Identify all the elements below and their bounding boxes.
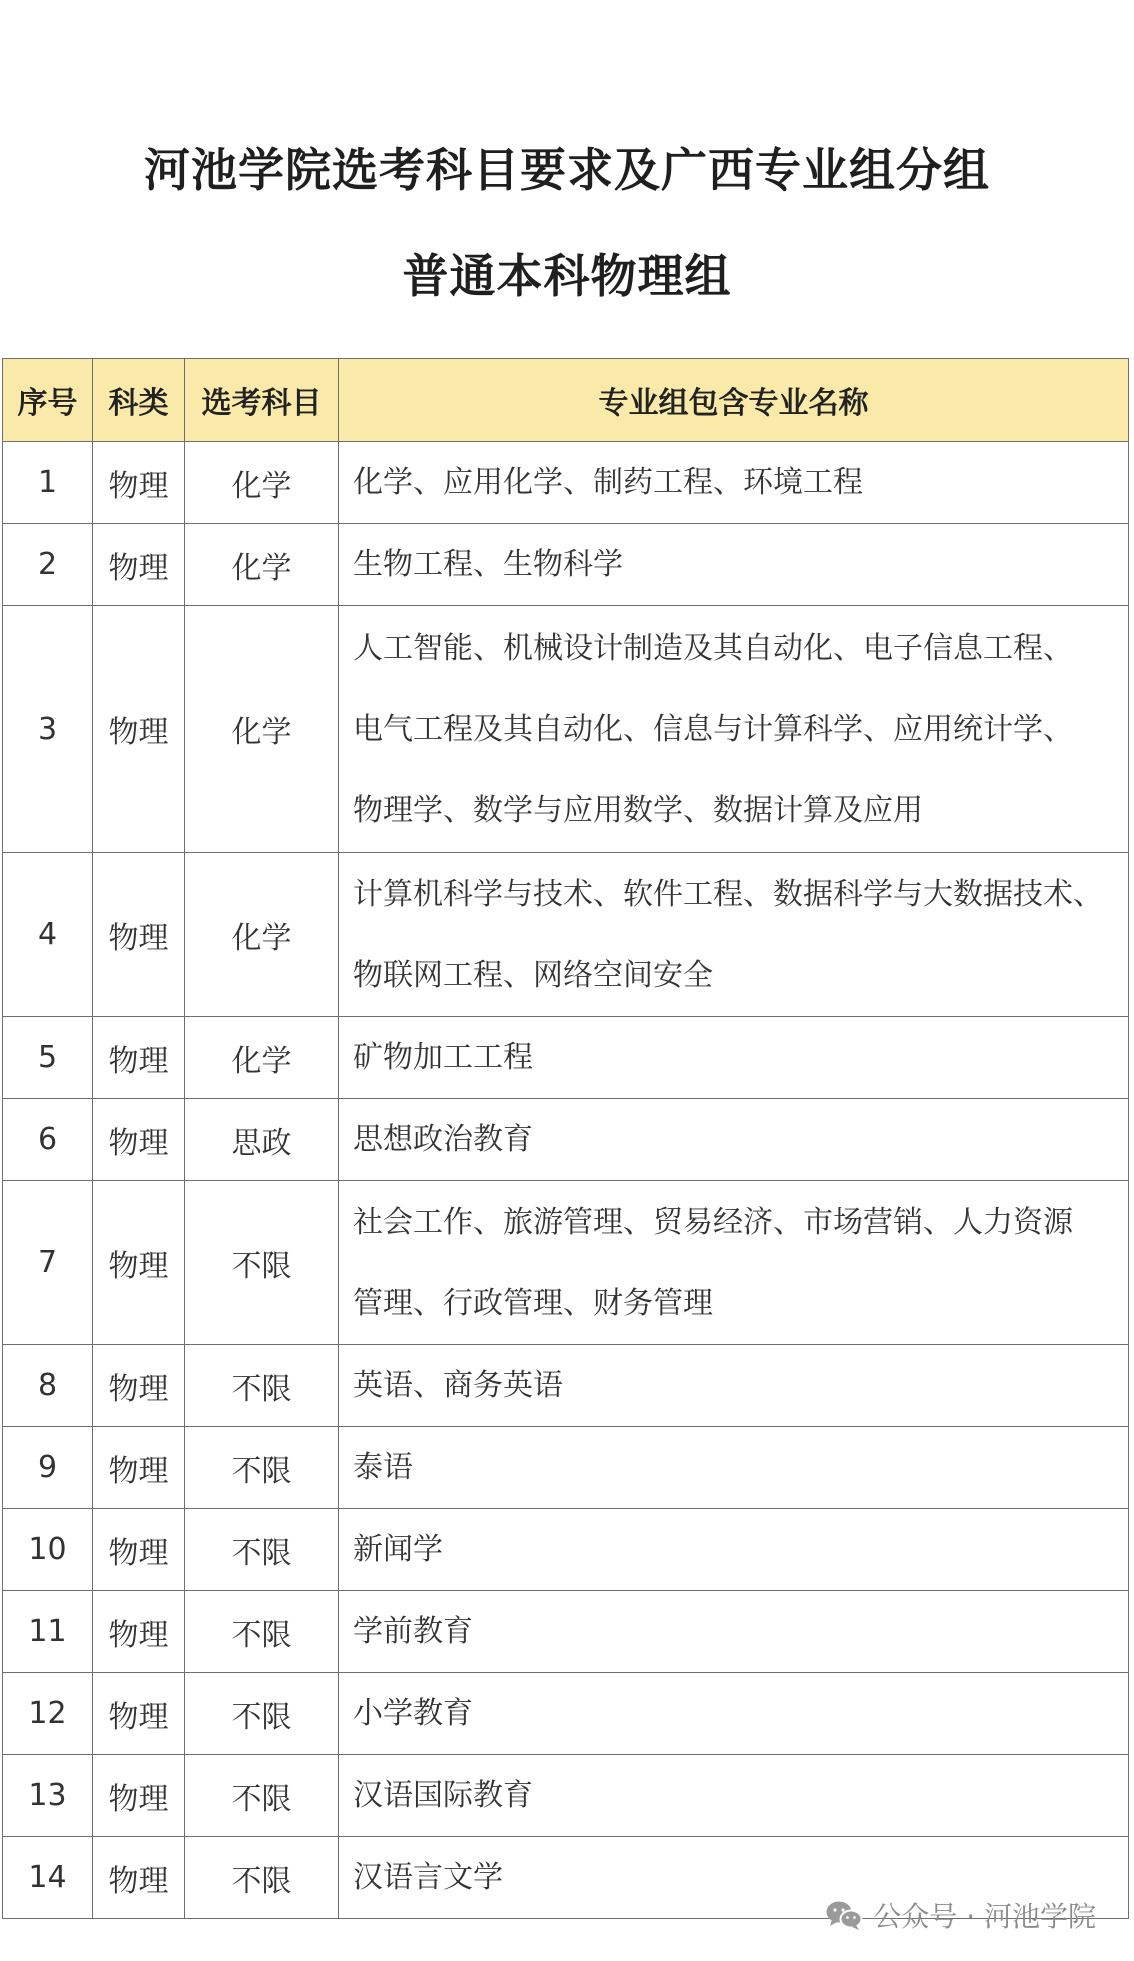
cell-subject: 不限	[185, 1673, 339, 1755]
cell-serial: 1	[3, 442, 93, 524]
table-row	[3, 1099, 1129, 1181]
cell-serial: 13	[3, 1755, 93, 1837]
cell-majors	[339, 1509, 1129, 1591]
page-title: 河池学院选考科目要求及广西专业组分组	[144, 143, 990, 197]
cell-subject: 化学	[185, 1017, 339, 1099]
cell-serial: 9	[3, 1427, 93, 1509]
major-line: 小学教育	[353, 1696, 473, 1731]
header-serial: 序号	[3, 359, 93, 442]
major-line: 英语、商务英语	[353, 1368, 563, 1403]
cell-majors	[339, 853, 1129, 1017]
cell-majors	[339, 1099, 1129, 1181]
cell-subject: 不限	[185, 1427, 339, 1509]
cell-category: 物理	[93, 442, 185, 524]
cell-serial: 12	[3, 1673, 93, 1755]
major-line: 新闻学	[353, 1532, 443, 1567]
cell-category: 物理	[93, 1591, 185, 1673]
wechat-icon	[825, 1899, 863, 1931]
header-subject: 选考科目	[185, 359, 339, 442]
major-line: 思想政治教育	[353, 1122, 533, 1157]
cell-subject: 不限	[185, 1837, 339, 1919]
header-majors: 专业组包含专业名称	[339, 359, 1129, 442]
cell-serial: 11	[3, 1591, 93, 1673]
cell-category: 物理	[93, 1837, 185, 1919]
cell-category: 物理	[93, 1017, 185, 1099]
header-category: 科类	[93, 359, 185, 442]
cell-subject: 化学	[185, 606, 339, 853]
major-line: 矿物加工工程	[353, 1040, 533, 1075]
table-row	[3, 1181, 1129, 1345]
table-row	[3, 442, 1129, 524]
cell-subject: 化学	[185, 853, 339, 1017]
cell-subject: 不限	[185, 1755, 339, 1837]
major-line: 人工智能、机械设计制造及其自动化、电子信息工程、	[353, 630, 1073, 666]
major-line: 社会工作、旅游管理、贸易经济、市场营销、人力资源	[353, 1204, 1073, 1240]
table-row	[3, 1755, 1129, 1837]
cell-subject: 化学	[185, 524, 339, 606]
major-line: 物理学、数学与应用数学、数据计算及应用	[353, 792, 923, 828]
cell-subject: 不限	[185, 1345, 339, 1427]
major-line: 电气工程及其自动化、信息与计算科学、应用统计学、	[353, 711, 1073, 747]
table-row	[3, 1017, 1129, 1099]
cell-subject: 思政	[185, 1099, 339, 1181]
page-subtitle: 普通本科物理组	[402, 249, 732, 303]
cell-serial: 8	[3, 1345, 93, 1427]
cell-majors	[339, 442, 1129, 524]
major-line: 物联网工程、网络空间安全	[353, 957, 713, 993]
cell-category: 物理	[93, 1345, 185, 1427]
cell-category: 物理	[93, 1755, 185, 1837]
major-groups-table	[2, 358, 1129, 1919]
cell-category: 物理	[93, 1099, 185, 1181]
table-row	[3, 853, 1129, 1017]
cell-category: 物理	[93, 1509, 185, 1591]
cell-majors	[339, 1673, 1129, 1755]
cell-category: 物理	[93, 606, 185, 853]
table-row	[3, 1673, 1129, 1755]
table-row	[3, 606, 1129, 853]
cell-category: 物理	[93, 1673, 185, 1755]
cell-majors	[339, 606, 1129, 853]
major-line: 泰语	[353, 1450, 413, 1485]
major-line: 汉语言文学	[353, 1860, 503, 1895]
major-line: 管理、行政管理、财务管理	[353, 1285, 713, 1321]
cell-serial: 10	[3, 1509, 93, 1591]
major-line: 汉语国际教育	[353, 1778, 533, 1813]
cell-majors	[339, 1181, 1129, 1345]
cell-majors	[339, 1345, 1129, 1427]
cell-serial: 2	[3, 524, 93, 606]
cell-subject: 不限	[185, 1591, 339, 1673]
watermark	[825, 1895, 1096, 1935]
cell-majors	[339, 1591, 1129, 1673]
cell-serial: 7	[3, 1181, 93, 1345]
cell-subject: 化学	[185, 442, 339, 524]
table-header-row	[3, 359, 1129, 442]
cell-serial: 6	[3, 1099, 93, 1181]
major-line: 化学、应用化学、制药工程、环境工程	[353, 465, 863, 500]
table-row	[3, 1591, 1129, 1673]
cell-majors	[339, 524, 1129, 606]
table-row	[3, 1345, 1129, 1427]
cell-subject: 不限	[185, 1181, 339, 1345]
cell-majors	[339, 1427, 1129, 1509]
cell-majors	[339, 1017, 1129, 1099]
table-row	[3, 1427, 1129, 1509]
major-line: 生物工程、生物科学	[353, 547, 623, 582]
watermark-text: 公众号 · 河池学院	[873, 1900, 1096, 1933]
cell-serial: 14	[3, 1837, 93, 1919]
cell-serial: 5	[3, 1017, 93, 1099]
cell-majors	[339, 1755, 1129, 1837]
cell-category: 物理	[93, 853, 185, 1017]
table-row	[3, 1509, 1129, 1591]
major-line: 计算机科学与技术、软件工程、数据科学与大数据技术、	[353, 876, 1103, 912]
cell-category: 物理	[93, 1427, 185, 1509]
cell-serial: 3	[3, 606, 93, 853]
cell-serial: 4	[3, 853, 93, 1017]
major-line: 学前教育	[353, 1614, 473, 1649]
cell-category: 物理	[93, 524, 185, 606]
cell-subject: 不限	[185, 1509, 339, 1591]
table-row	[3, 524, 1129, 606]
cell-category: 物理	[93, 1181, 185, 1345]
